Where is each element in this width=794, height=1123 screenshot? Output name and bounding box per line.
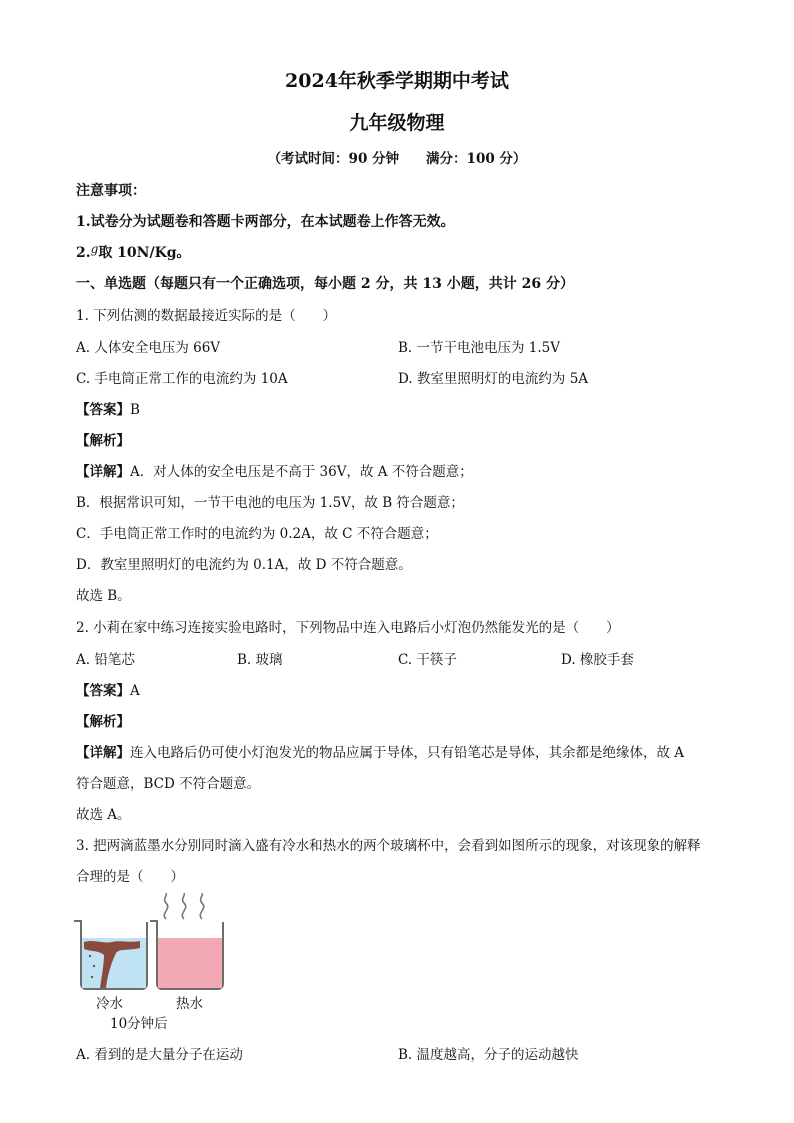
section-1-heading: 一、单选题（每题只有一个正确选项，每小题 2 分，共 13 小题，共计 26 分） — [76, 276, 574, 292]
q1-answer — [76, 398, 140, 418]
notes-line-1: 1.试卷分为试题卷和答题卡两部分，在本试题卷上作答无效。 — [76, 214, 455, 230]
steam-line — [164, 893, 167, 919]
q1-detail-1-text: A．对人体的安全电压是不高于 36V，故 A 不符合题意； — [130, 464, 473, 480]
exam-title: 2024年秋季学期期中考试 — [285, 70, 509, 92]
q3-stem-line-1: 3. 把两滴蓝墨水分别同时滴入盛有冷水和热水的两个玻璃杯中，会看到如图所示的现象，对该现象的解释 — [76, 838, 701, 854]
q1-detail-4: D．教室里照明灯的电流约为 0.1A，故 D 不符合题意。 — [76, 557, 412, 573]
q2-option-b: B. 玻璃 — [237, 652, 283, 668]
q1-conclusion: 故选 B。 — [76, 588, 131, 604]
q2-detail-1 — [76, 741, 684, 761]
beaker-lip — [150, 920, 158, 922]
gravity-symbol: g — [90, 242, 99, 256]
q2-detail-tag: 【详解】 — [76, 745, 130, 761]
q1-detail-3: C．手电筒正常工作时的电流约为 0.2A，故 C 不符合题意； — [76, 526, 438, 542]
q2-option-a: A. 铅笔芯 — [76, 652, 135, 668]
notes-line-2-prefix: 2. — [76, 245, 91, 261]
ink-dot — [89, 955, 91, 957]
q2-answer-tag: 【答案】 — [76, 683, 130, 699]
ink-dot — [91, 976, 93, 978]
hot-water — [158, 938, 222, 988]
q3-option-a: A. 看到的是大量分子在运动 — [76, 1047, 243, 1063]
steam-line — [200, 893, 203, 919]
q1-detail-2: B．根据常识可知，一节干电池的电压为 1.5V，故 B 符合题意； — [76, 495, 464, 511]
q2-stem: 2. 小莉在家中练习连接实验电路时，下列物品中连入电路后小灯泡仍然能发光的是（ ） — [76, 620, 620, 636]
q2-option-c: C. 干筷子 — [398, 652, 457, 668]
q2-detail-2: 符合题意，BCD 不符合题意。 — [76, 776, 261, 792]
q1-detail-1 — [76, 460, 473, 480]
q1-option-c: C. 手电筒正常工作的电流约为 10A — [76, 371, 288, 387]
hot-water-beaker — [156, 922, 224, 990]
q2-analysis-tag: 【解析】 — [76, 714, 130, 730]
ink-cloud — [84, 941, 140, 988]
q1-option-b: B. 一节干电池电压为 1.5V — [398, 340, 561, 356]
q1-stem: 1. 下列估测的数据最接近实际的是（ ） — [76, 308, 337, 324]
notes-line-2 — [76, 242, 191, 262]
steam-icon — [152, 893, 216, 923]
ink-dot — [93, 965, 95, 967]
notes-heading: 注意事项： — [76, 183, 146, 199]
hot-water-label: 热水 — [176, 996, 203, 1012]
steam-line — [182, 893, 185, 919]
q1-analysis-tag: 【解析】 — [76, 433, 130, 449]
ink-diffusion — [82, 922, 146, 988]
q2-conclusion: 故选 A。 — [76, 807, 131, 823]
q1-option-a: A. 人体安全电压为 66V — [76, 340, 221, 356]
time-label: 10分钟后 — [110, 1016, 168, 1032]
q2-answer — [76, 679, 140, 699]
q3-stem-line-2: 合理的是（ ） — [76, 869, 184, 885]
beaker-lip — [74, 920, 82, 922]
cold-water-beaker — [80, 922, 148, 990]
q1-option-d: D. 教室里照明灯的电流约为 5A — [398, 371, 589, 387]
q1-detail-tag: 【详解】 — [76, 464, 130, 480]
q1-answer-tag: 【答案】 — [76, 402, 130, 418]
notes-line-2-rest: 取 10N/Kg。 — [98, 245, 191, 261]
exam-info: （考试时间：90 分钟 满分：100 分） — [267, 151, 527, 167]
cold-water-label: 冷水 — [96, 996, 123, 1012]
q1-answer-value: B — [130, 402, 140, 418]
q2-option-d: D. 橡胶手套 — [561, 652, 634, 668]
q3-option-b: B. 温度越高，分子的运动越快 — [398, 1047, 579, 1063]
q2-answer-value: A — [130, 683, 140, 699]
subject-title: 九年级物理 — [349, 112, 445, 134]
q2-detail-1-text: 连入电路后仍可使小灯泡发光的物品应属于导体，只有铅笔芯是导体，其余都是绝缘体，故 A — [130, 745, 685, 761]
